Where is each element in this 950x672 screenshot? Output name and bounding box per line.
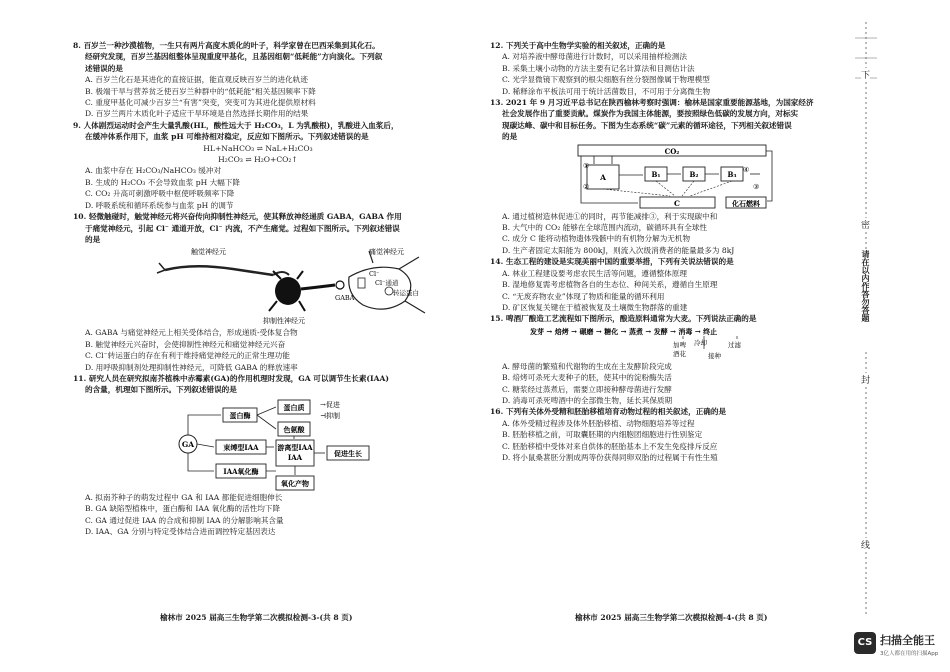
q9-option-c: C. CO₂ 升高可刺激呼吸中枢使呼吸频率下降	[85, 189, 235, 199]
legend-inhibit: ⊣抑制	[320, 411, 341, 420]
q8-stem-1: 8. 百岁兰一种沙漠植物，一生只有两片高度木质化的叶子，科学家曾在巴西采集到其化石。	[73, 41, 380, 50]
gaba-label: GABA	[335, 294, 355, 303]
q9-equation-1: HL+NaHCO₃ ⇌ NaL+H₂CO₃	[203, 143, 313, 153]
q16-option-d: D. 将小鼠桑葚胚分割成两等份获得同卵双胎的过程属于有性生殖	[502, 452, 718, 462]
hops-label-2: 酒花	[673, 349, 686, 358]
q10-stem-3: 的是	[85, 234, 101, 244]
fuel-label: 化石燃料	[732, 198, 760, 208]
binding-instruction: 请在以内作答勿答题	[860, 250, 871, 350]
q9-option-d: D. 呼吸系统和循环系统参与血浆 pH 的调节	[85, 200, 234, 210]
inoc-label: 接种	[708, 351, 721, 360]
brewing-flow-diagram	[490, 325, 855, 361]
carbon-cycle-diagram	[490, 143, 855, 211]
q15-option-c: C. 糖浆经过蒸煮后，需要立即接种酵母菌进行发酵	[502, 384, 672, 394]
label-4: ④	[743, 165, 750, 174]
free-iaa-label: 游离型IAA	[277, 442, 313, 452]
left-footer: 榆林市 2025 届高三生物学第二次模拟检测-3-(共 8 页)	[160, 613, 353, 622]
q8-option-c: C. 重度甲基化可减少百岁兰“有害”突变，突变可为其进化提供原材料	[85, 98, 316, 108]
binding-char-xia: 下	[861, 68, 870, 81]
q9-option-a: A. 血浆中存在 H₂CO₃/NaHCO₃ 缓冲对	[85, 166, 222, 176]
right-footer: 榆林市 2025 届高三生物学第二次模拟检测-4-(共 8 页)	[575, 613, 768, 622]
touch-axon	[165, 267, 273, 276]
brewing-flow-text: 发芽 → 焙烤 → 碾磨 → 糖化 → 蒸煮 → 发酵 → 消毒 → 终止	[530, 326, 718, 336]
label-3: ③	[753, 182, 760, 191]
q16-option-b: B. 胚胎移植之前，可取囊胚期的内细胞团细胞进行性别鉴定	[502, 430, 703, 440]
question-16	[490, 406, 855, 463]
q8-option-d: D. 百岁兰两片木质化叶子适应干旱环境是自然选择长期作用的结果	[85, 109, 309, 119]
q10-option-a: A. GABA 与痛觉神经元上相关受体结合，形成递质-受体复合物	[85, 328, 298, 338]
q8-stem-3: 述错误的是	[85, 63, 123, 73]
cl-channel-label: Cl⁻通道	[375, 279, 399, 288]
q13-option-b: B. 大气中的 CO₂ 能够在全球范围内流动，碳循环具有全球性	[502, 223, 707, 233]
q9-equation-2: H₂CO₃ ⇌ H₂O+CO₂↑	[218, 155, 298, 165]
scanner-watermark	[854, 630, 946, 664]
right-column	[490, 40, 855, 463]
q12-option-b: B. 采集土壤小动物的方法主要有记名计算法和目测估计法	[502, 63, 695, 73]
a-label: A	[600, 172, 606, 182]
q14-option-a: A. 林业工程建设要考虑农民生活等问题，遵循整体原理	[502, 268, 687, 278]
q11-option-c: C. GA 通过促进 IAA 的合成和抑制 IAA 的分解影响其含量	[85, 515, 284, 525]
q12-stem: 12. 下列关于高中生物学实验的相关叙述，正确的是	[490, 41, 666, 50]
ga-label: GA	[181, 439, 195, 449]
q10-option-d: D. 用呼吸抑制剂处理抑制性神经元，可降低 GABA 的释放速率	[85, 362, 298, 372]
neuron-diagram	[73, 245, 443, 327]
promote-growth-label: 促进生长	[334, 448, 362, 458]
q11-option-a: A. 拟南芥种子的萌发过程中 GA 和 IAA 都能促进细胞伸长	[85, 492, 283, 502]
q13-option-d: D. 生产者固定太阳能为 800kJ，则流入次级消费者的能量最多为 8kJ	[502, 245, 735, 255]
camscanner-logo-icon: CS	[854, 632, 876, 654]
q10-option-c: C. Cl⁻转运蛋白的存在有利于维持痛觉神经元的正常生理功能	[85, 351, 290, 361]
q14-option-b: B. 湿地修复需考虑植物各自的生态位、种间关系，遵循自生原理	[502, 280, 718, 290]
question-11	[73, 373, 443, 537]
camscanner-subtitle: 3亿人都在用的扫描App	[880, 651, 939, 657]
touch-neuron-label: 触觉神经元	[191, 248, 226, 257]
arrow-ga-protease	[188, 415, 221, 435]
neuron-figure	[73, 245, 443, 327]
q16-stem: 16. 下列有关体外受精和胚胎移植培育动物过程的相关叙述，正确的是	[490, 407, 727, 417]
q13-stem-2: 社会发展作出了重要贡献。煤炭作为我国主体能源，要按照绿色低碳的发展方向，对标实	[502, 109, 799, 119]
cl-ion-label: Cl⁻	[369, 270, 380, 279]
q13-stem-4: 的是	[502, 132, 518, 142]
q13-option-c: C. 成分 C 能将动植物遗体残骸中的有机物分解为无机物	[502, 234, 691, 244]
q12-option-a: A. 对培养液中酵母菌进行计数时，可以采用抽样检测法	[502, 52, 687, 62]
q14-option-d: D. 矿区恢复关键在于植被恢复及土壤微生物群落的重建	[502, 302, 688, 312]
label-2: ②	[583, 182, 590, 191]
q11-stem-1: 11. 研究人员在研究拟南芥植株中赤霉素(GA)的作用机理时发现，GA 可以调节生长素(IAA)	[73, 373, 389, 383]
q12-option-d: D. 稀释涂布平板法可用于统计活菌数目，不可用于分离微生物	[502, 86, 711, 96]
question-13	[490, 97, 855, 256]
binding-strip	[852, 18, 882, 618]
q8-option-a: A. 百岁兰化石是其进化的直接证据，能直观反映百岁兰的进化轨迹	[85, 75, 308, 85]
label-1: ①	[583, 161, 590, 170]
transporter-label: 转运蛋白	[393, 289, 419, 298]
q8-option-b: B. 极端干旱与营养贫乏使百岁兰种群中的“低耗能”相关基因频率下降	[85, 86, 316, 96]
protein-label: 蛋白质	[283, 402, 305, 412]
inhibitory-neuron-label: 抑制性神经元	[263, 317, 305, 326]
question-12	[490, 40, 855, 97]
q15-option-a: A. 酵母菌的繁殖和代谢物的生成在主发酵阶段完成	[502, 361, 672, 371]
q12-option-c: C. 光学显微镜下观察到的根尖细胞有丝分裂图像属于物理模型	[502, 75, 710, 85]
q16-option-a: A. 体外受精过程涉及体外胚胎移植、动物细胞培养等过程	[502, 418, 695, 428]
bound-iaa-label: 束缚型IAA	[223, 442, 259, 452]
binding-char-mi: 密	[861, 218, 870, 231]
q15-option-b: B. 焙烤可杀死大麦种子的胚，使其中的淀粉酶失活	[502, 373, 672, 383]
q13-option-a: A. 通过植树造林促进①的同时，再节能减排③，利于实现碳中和	[502, 211, 718, 221]
q15-stem: 15. 啤酒厂酿造工艺流程如下图所示，酿造原料通常为大麦。下列说法正确的是	[490, 314, 757, 324]
iaa-oxidase-label: IAA氧化酶	[223, 466, 259, 476]
q14-option-c: C. “无废弃物农业”体现了物质和能量的循环利用	[502, 291, 665, 301]
q13-stem-3: 现碳达峰、碳中和目标任务。下图为生态系统“碳”元素的循环途径，下列相关叙述错误	[502, 120, 792, 130]
b3-label: B₃	[727, 169, 737, 179]
inhibitory-axon	[301, 285, 335, 289]
binding-char-feng: 封	[861, 373, 870, 386]
q9-option-b: B. 生成的 H₂CO₃ 不会导致血浆 pH 大幅下降	[85, 177, 241, 187]
cool-label: 冷却	[694, 338, 707, 347]
question-15	[490, 313, 855, 406]
co2-label: CO₂	[664, 146, 680, 156]
q9-stem-1: 9. 人体剧烈运动时会产生大量乳酸(HL，酸性远大于 H₂CO₃，L 为乳酸根)，乳酸进入血浆后，	[73, 120, 399, 130]
question-8	[73, 40, 443, 120]
b2-label: B₂	[689, 169, 699, 179]
q13-stem-1: 13. 2021 年 9 月习近平总书记在陕西榆林考察时强调：榆林是国家重要能源基地，为国家经济	[490, 98, 814, 108]
protease-label: 蛋白酶	[229, 410, 251, 420]
q11-option-d: D. IAA、GA 分别与特定受体结合进而调控特定基因表达	[85, 526, 276, 536]
q15-option-d: D. 消毒可杀死啤酒中的全部微生物，延长其保质期	[502, 395, 673, 405]
inhibitory-soma	[275, 277, 301, 305]
q11-stem-2: 的含量，机理如下图所示。下列叙述错误的是	[85, 385, 237, 395]
q10-stem-1: 10. 轻微触碰时，触觉神经元将兴奋传向抑制性神经元，使其释放神经递质 GABA，GABA 作用	[73, 212, 402, 222]
trp-label: 色氨酸	[283, 424, 305, 434]
ga-figure	[73, 396, 443, 492]
q16-option-c: C. 胚胎移植中受体对来自供体的胚胎基本上不发生免疫排斥反应	[502, 441, 718, 451]
filter-label: 过滤	[728, 340, 741, 349]
camscanner-title: 扫描全能王	[880, 634, 935, 647]
hops-label-1: 加啤	[673, 340, 686, 349]
ox-product-label: 氧化产物	[281, 478, 309, 488]
brewing-figure	[490, 325, 855, 361]
q8-stem-2: 经研究发现，百岁兰基因组整体呈现重度甲基化，且基因组朝“低耗能”方向演化。下列叙	[85, 52, 383, 62]
q9-stem-2: 在缓冲体系作用下，血浆 pH 可维持相对稳定，反应如下图所示。下列叙述错误的是	[85, 132, 369, 142]
free-iaa-label-2: IAA	[287, 452, 303, 462]
left-column	[73, 40, 443, 537]
pain-neuron-label: 痛觉神经元	[369, 248, 404, 257]
question-10	[73, 211, 443, 373]
ga-iaa-diagram	[73, 396, 443, 492]
q14-stem: 14. 生态工程的建设是实现美丽中国的重要举措，下列有关说法错误的是	[490, 257, 734, 267]
q10-option-b: B. 触觉神经元兴奋时，会使抑制性神经元和痛觉神经元兴奋	[85, 339, 286, 349]
b1-label: B₁	[651, 169, 661, 179]
legend-promote: →促进	[320, 400, 340, 409]
carbon-cycle-figure	[490, 143, 855, 211]
question-14	[490, 256, 855, 313]
q10-stem-2: 于痛觉神经元，引起 Cl⁻ 通道开放，Cl⁻ 内流，不产生痛觉。过程如下图所示。下列叙述错误	[85, 223, 400, 233]
question-9	[73, 120, 443, 211]
binding-char-xian: 线	[861, 538, 870, 551]
c-label: C	[674, 198, 680, 208]
q11-option-b: B. GA 缺陷型植株中，蛋白酶和 IAA 氧化酶的活性均下降	[85, 504, 281, 514]
